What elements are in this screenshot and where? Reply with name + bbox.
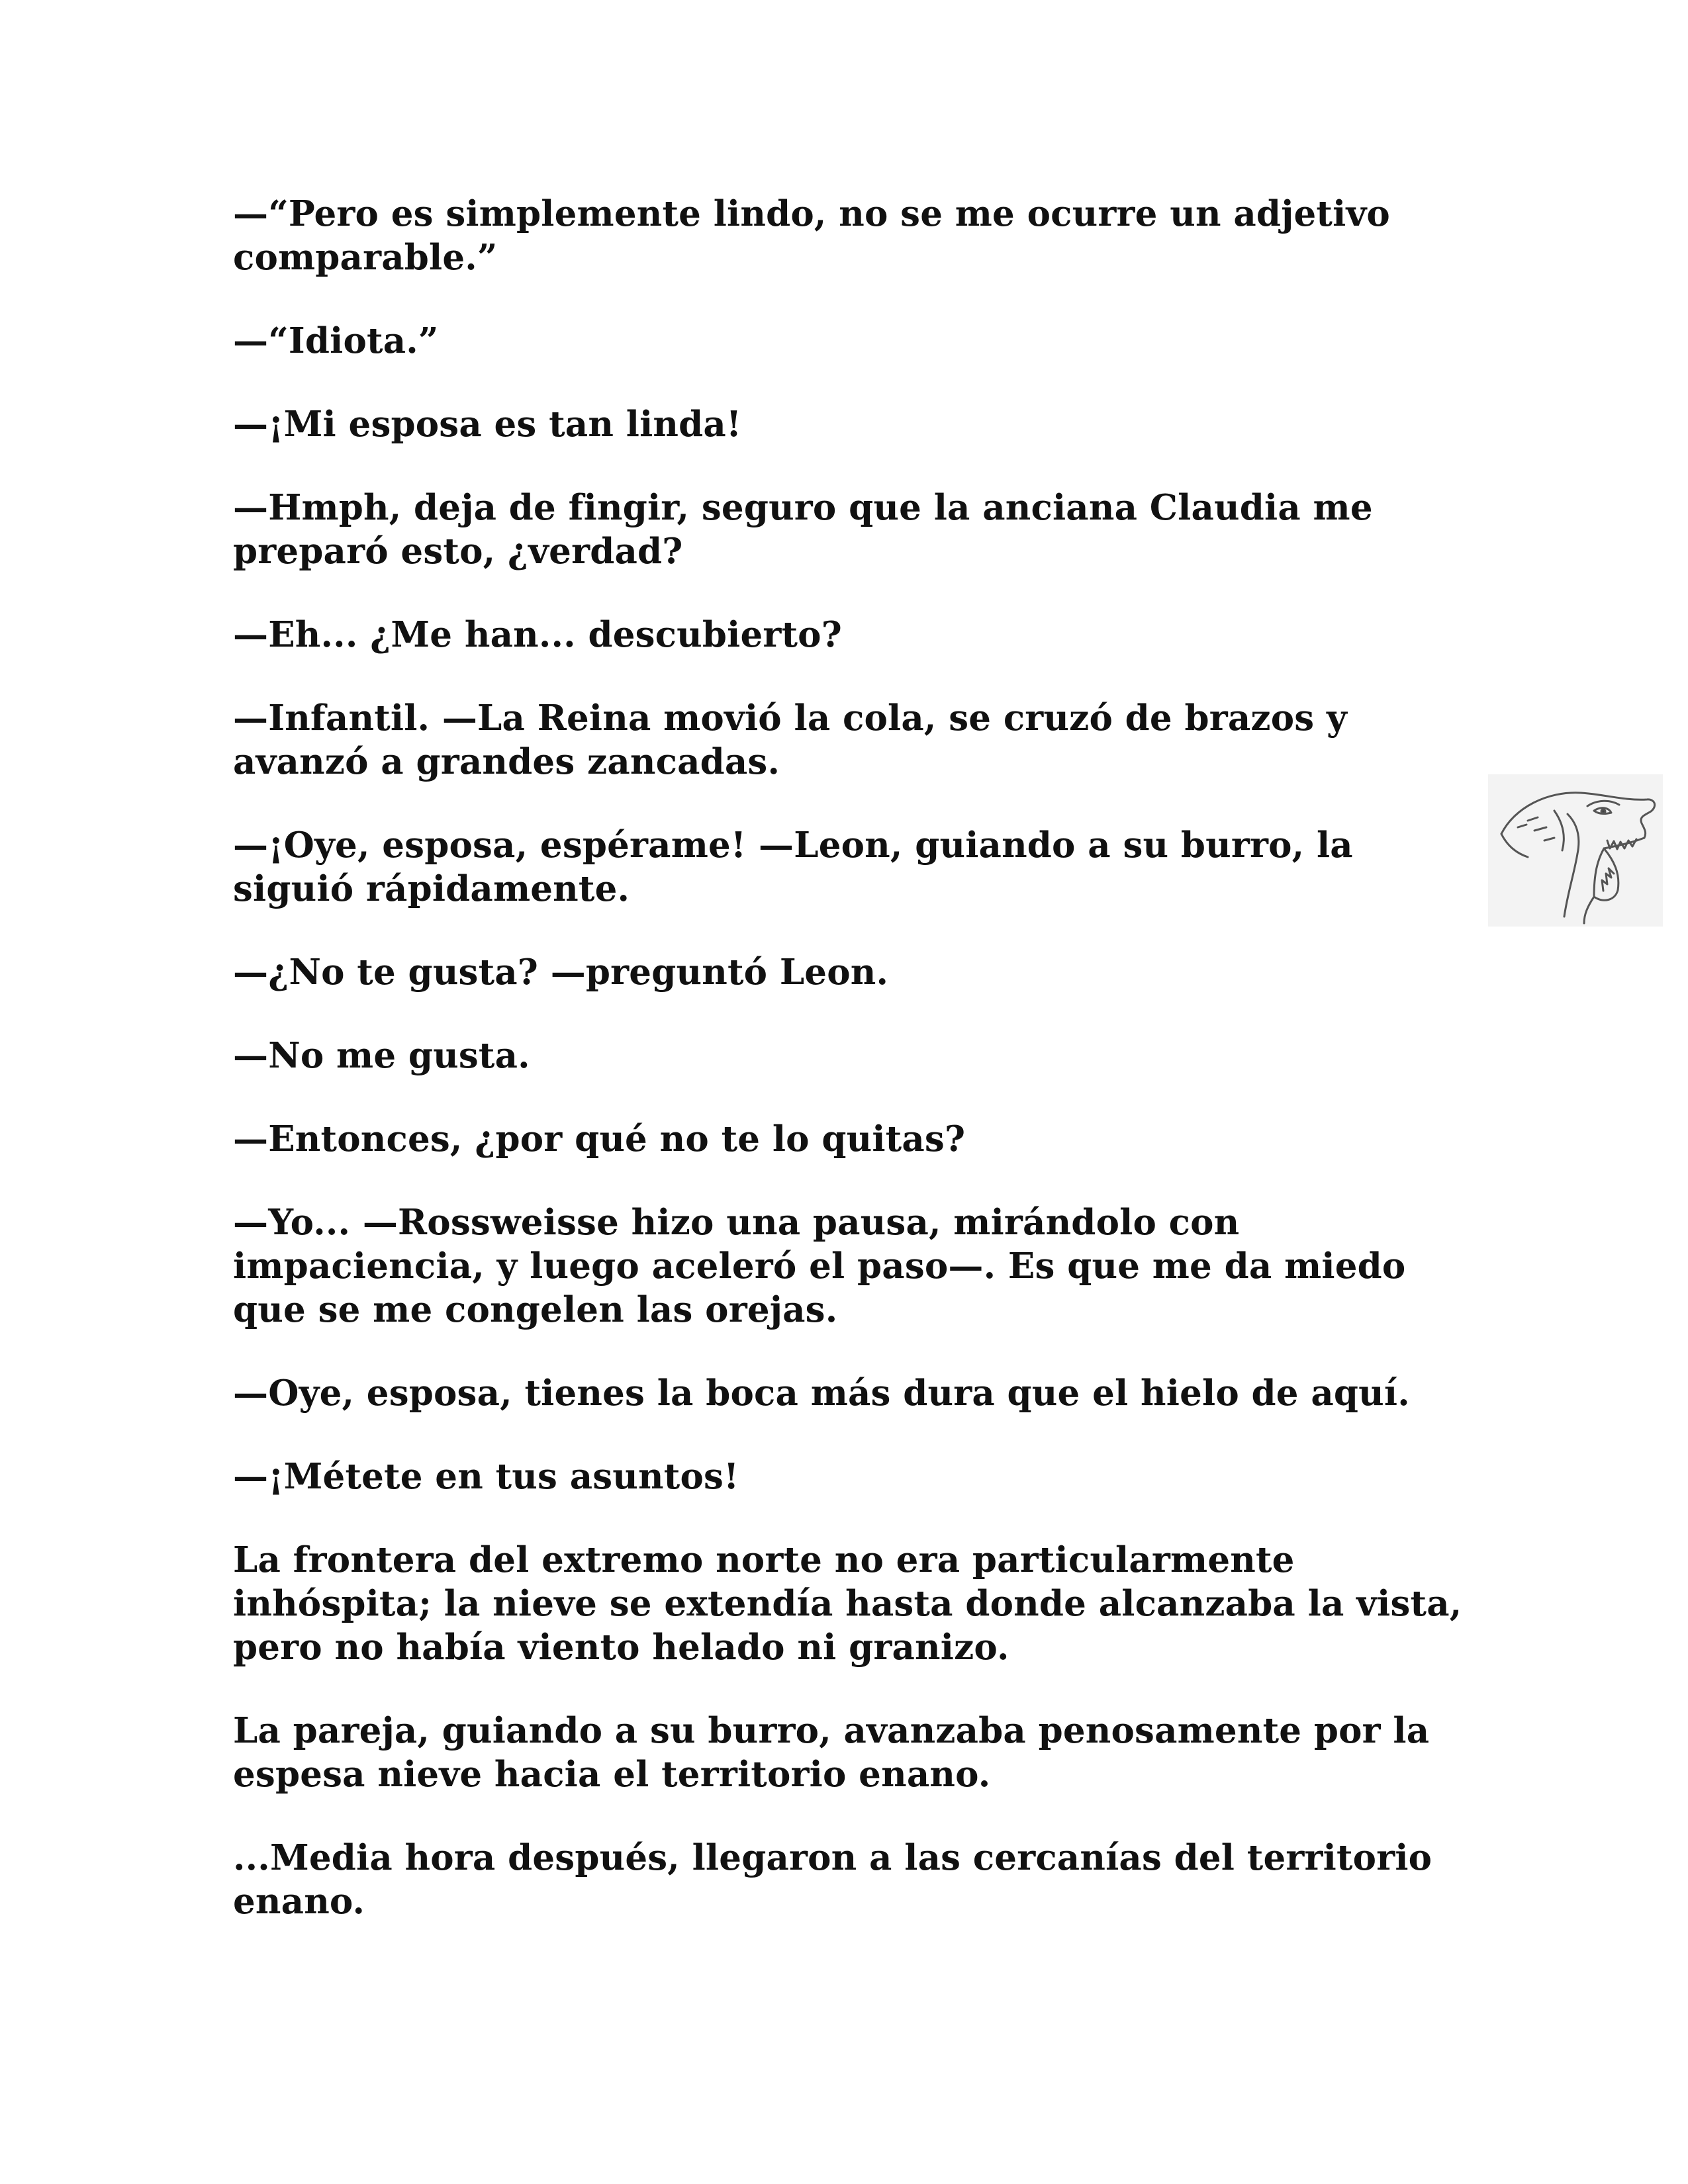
paragraph: —Eh... ¿Me han... descubierto?	[233, 614, 842, 655]
paragraph: —¡Métete en tus asuntos!	[233, 1456, 739, 1497]
paragraph: —Entonces, ¿por qué no te lo quitas?	[233, 1118, 966, 1160]
paragraph: —¿No te gusta? —preguntó Leon.	[233, 952, 889, 993]
paragraph: —Hmph, deja de fingir, seguro que la anciana Claudia me preparó esto, ¿verdad?	[233, 487, 1373, 572]
paragraph: La frontera del extremo norte no era particularmente inhóspita; la nieve se extendía hasta donde alcanzaba la vista, pero no había viento helado ni granizo.	[233, 1539, 1462, 1668]
paragraph: La pareja, guiando a su burro, avanzaba penosamente por la espesa nieve hacia el territorio enano.	[233, 1710, 1430, 1795]
paragraph: —No me gusta.	[233, 1035, 530, 1076]
paragraph: —¡Mi esposa es tan linda!	[233, 404, 742, 445]
paragraph: —¡Oye, esposa, espérame! —Leon, guiando a su burro, la siguió rápidamente.	[233, 825, 1353, 909]
paragraph: —Oye, esposa, tienes la boca más dura que el hielo de aquí.	[233, 1373, 1410, 1414]
document-body	[233, 192, 1464, 1963]
paragraph: —“Idiota.”	[233, 320, 439, 361]
dinosaur-head-icon	[1488, 774, 1663, 927]
paragraph: ...Media hora después, llegaron a las cercanías del territorio enano.	[233, 1837, 1432, 1922]
paragraph: —“Pero es simplemente lindo, no se me ocurre un adjetivo comparable.”	[233, 193, 1390, 278]
paragraph: —Infantil. —La Reina movió la cola, se cruzó de brazos y avanzó a grandes zancadas.	[233, 698, 1347, 782]
paragraph: —Yo... —Rossweisse hizo una pausa, mirándolo con impaciencia, y luego aceleró el paso—. Es que me da miedo que se me congelen las orejas.	[233, 1202, 1406, 1330]
